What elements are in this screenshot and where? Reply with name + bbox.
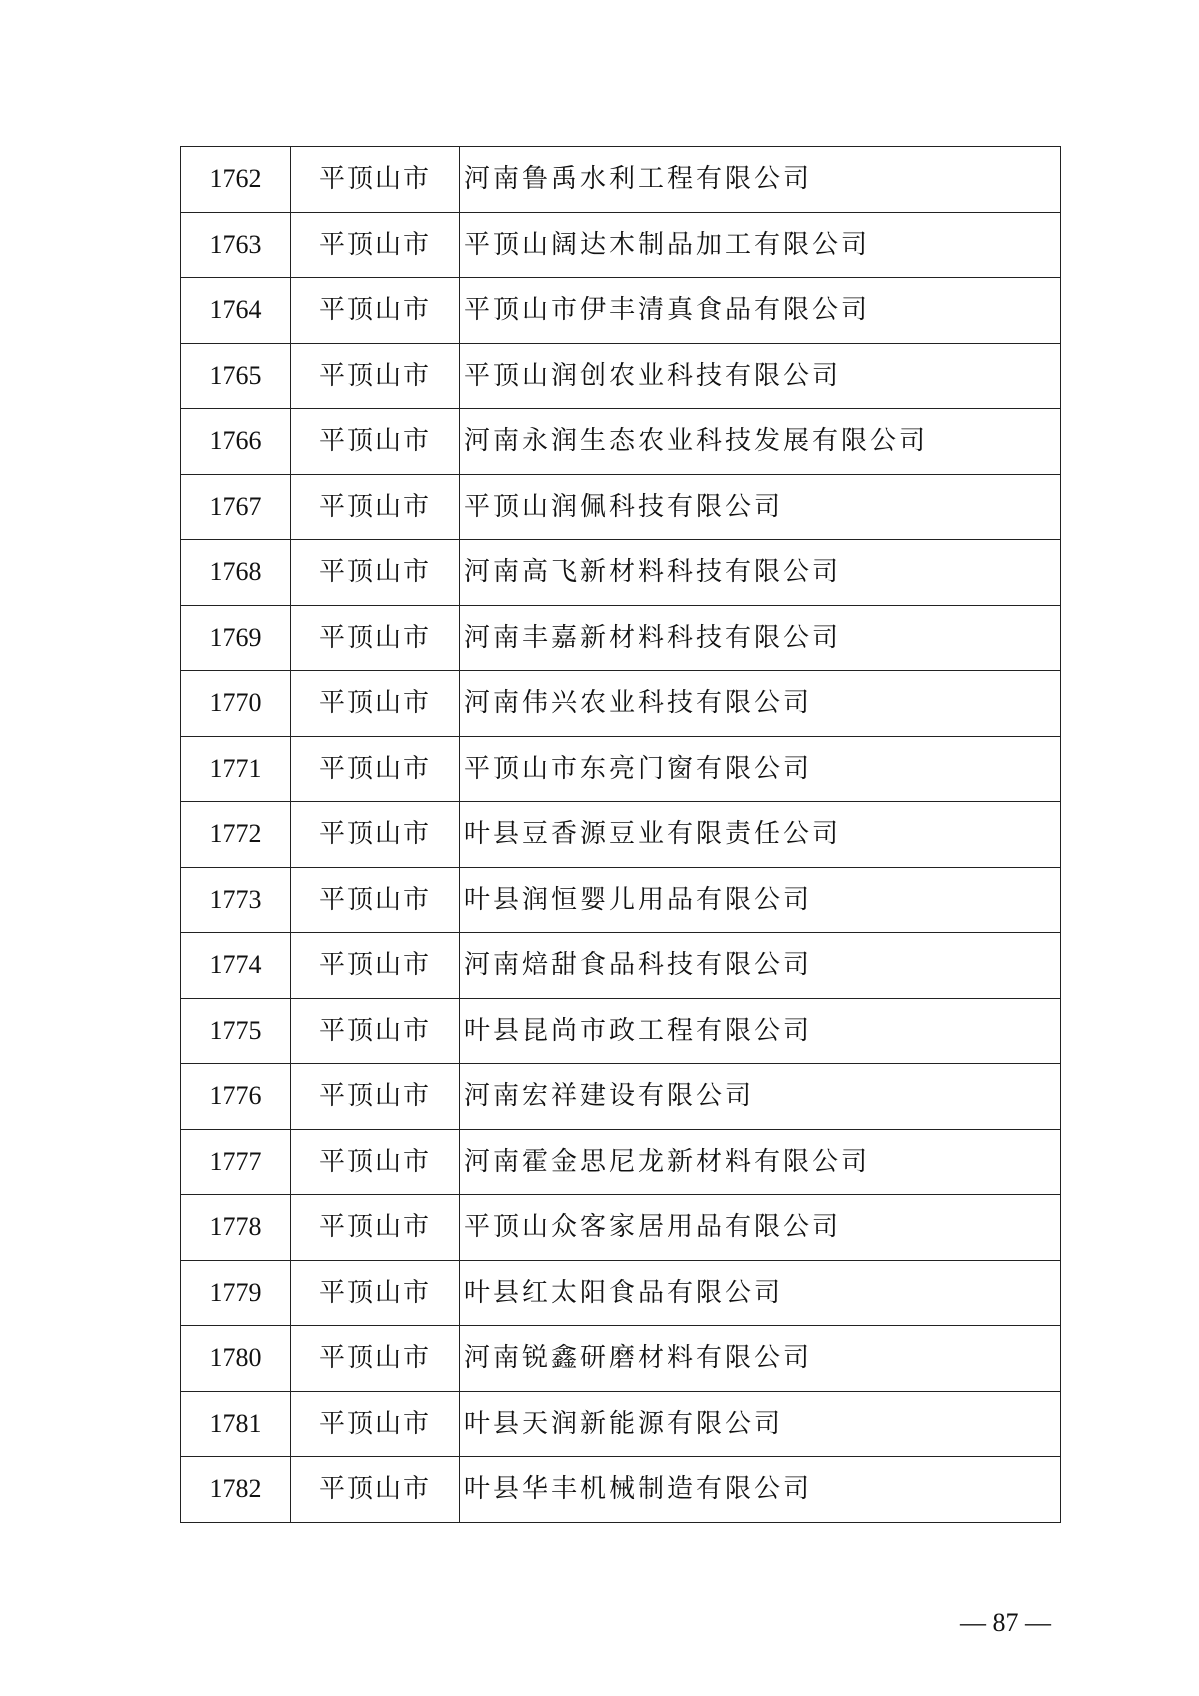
row-city: 平顶山市 (291, 605, 460, 671)
row-number: 1765 (181, 343, 291, 409)
row-company-name: 河南焙甜食品科技有限公司 (460, 933, 1061, 999)
row-number: 1775 (181, 998, 291, 1064)
row-company-name: 叶县红太阳食品有限公司 (460, 1260, 1061, 1326)
row-city: 平顶山市 (291, 343, 460, 409)
row-number: 1764 (181, 278, 291, 344)
row-company-name: 叶县天润新能源有限公司 (460, 1391, 1061, 1457)
row-company-name: 河南霍金思尼龙新材料有限公司 (460, 1129, 1061, 1195)
row-company-name: 叶县昆尚市政工程有限公司 (460, 998, 1061, 1064)
table-row (181, 1260, 1061, 1326)
row-company-name: 平顶山市伊丰清真食品有限公司 (460, 278, 1061, 344)
row-city: 平顶山市 (291, 933, 460, 999)
row-number: 1776 (181, 1064, 291, 1130)
table-row (181, 1064, 1061, 1130)
table-row (181, 343, 1061, 409)
row-company-name: 叶县华丰机械制造有限公司 (460, 1457, 1061, 1523)
row-city: 平顶山市 (291, 867, 460, 933)
row-company-name: 河南锐鑫研磨材料有限公司 (460, 1326, 1061, 1392)
table-row (181, 998, 1061, 1064)
page-number: — 87 — (960, 1608, 1051, 1637)
row-number: 1769 (181, 605, 291, 671)
row-company-name: 河南鲁禹水利工程有限公司 (460, 147, 1061, 213)
row-city: 平顶山市 (291, 1391, 460, 1457)
row-number: 1762 (181, 147, 291, 213)
row-city: 平顶山市 (291, 802, 460, 868)
row-number: 1780 (181, 1326, 291, 1392)
table-row (181, 1391, 1061, 1457)
row-city: 平顶山市 (291, 736, 460, 802)
table-row (181, 278, 1061, 344)
table-row (181, 736, 1061, 802)
table-row (181, 605, 1061, 671)
row-city: 平顶山市 (291, 147, 460, 213)
row-city: 平顶山市 (291, 409, 460, 475)
row-number: 1767 (181, 474, 291, 540)
table-row (181, 1195, 1061, 1261)
table-row (181, 1457, 1061, 1523)
row-city: 平顶山市 (291, 212, 460, 278)
table-row (181, 212, 1061, 278)
row-city: 平顶山市 (291, 1457, 460, 1523)
row-company-name: 叶县豆香源豆业有限责任公司 (460, 802, 1061, 868)
row-company-name: 河南伟兴农业科技有限公司 (460, 671, 1061, 737)
row-company-name: 平顶山市东亮门窗有限公司 (460, 736, 1061, 802)
row-number: 1779 (181, 1260, 291, 1326)
table-row (181, 1129, 1061, 1195)
row-city: 平顶山市 (291, 540, 460, 606)
row-number: 1774 (181, 933, 291, 999)
row-city: 平顶山市 (291, 671, 460, 737)
table-row (181, 540, 1061, 606)
table-row (181, 933, 1061, 999)
row-number: 1781 (181, 1391, 291, 1457)
table-row (181, 802, 1061, 868)
enterprise-table (180, 146, 1061, 1523)
row-number: 1771 (181, 736, 291, 802)
enterprise-table-body (181, 147, 1061, 1523)
table-row (181, 1326, 1061, 1392)
row-city: 平顶山市 (291, 278, 460, 344)
row-number: 1777 (181, 1129, 291, 1195)
row-company-name: 平顶山众客家居用品有限公司 (460, 1195, 1061, 1261)
row-number: 1770 (181, 671, 291, 737)
row-number: 1773 (181, 867, 291, 933)
row-city: 平顶山市 (291, 1129, 460, 1195)
row-company-name: 河南永润生态农业科技发展有限公司 (460, 409, 1061, 475)
row-number: 1766 (181, 409, 291, 475)
row-city: 平顶山市 (291, 474, 460, 540)
row-company-name: 河南高飞新材料科技有限公司 (460, 540, 1061, 606)
row-company-name: 平顶山润佩科技有限公司 (460, 474, 1061, 540)
table-row (181, 474, 1061, 540)
row-city: 平顶山市 (291, 1064, 460, 1130)
row-company-name: 平顶山阔达木制品加工有限公司 (460, 212, 1061, 278)
row-city: 平顶山市 (291, 1260, 460, 1326)
row-number: 1772 (181, 802, 291, 868)
row-company-name: 叶县润恒婴儿用品有限公司 (460, 867, 1061, 933)
row-city: 平顶山市 (291, 1195, 460, 1261)
row-company-name: 河南宏祥建设有限公司 (460, 1064, 1061, 1130)
row-company-name: 平顶山润创农业科技有限公司 (460, 343, 1061, 409)
table-row (181, 409, 1061, 475)
table-row (181, 671, 1061, 737)
row-company-name: 河南丰嘉新材料科技有限公司 (460, 605, 1061, 671)
table-row (181, 867, 1061, 933)
row-number: 1778 (181, 1195, 291, 1261)
row-number: 1768 (181, 540, 291, 606)
row-number: 1782 (181, 1457, 291, 1523)
row-city: 平顶山市 (291, 998, 460, 1064)
row-city: 平顶山市 (291, 1326, 460, 1392)
row-number: 1763 (181, 212, 291, 278)
table-row (181, 147, 1061, 213)
